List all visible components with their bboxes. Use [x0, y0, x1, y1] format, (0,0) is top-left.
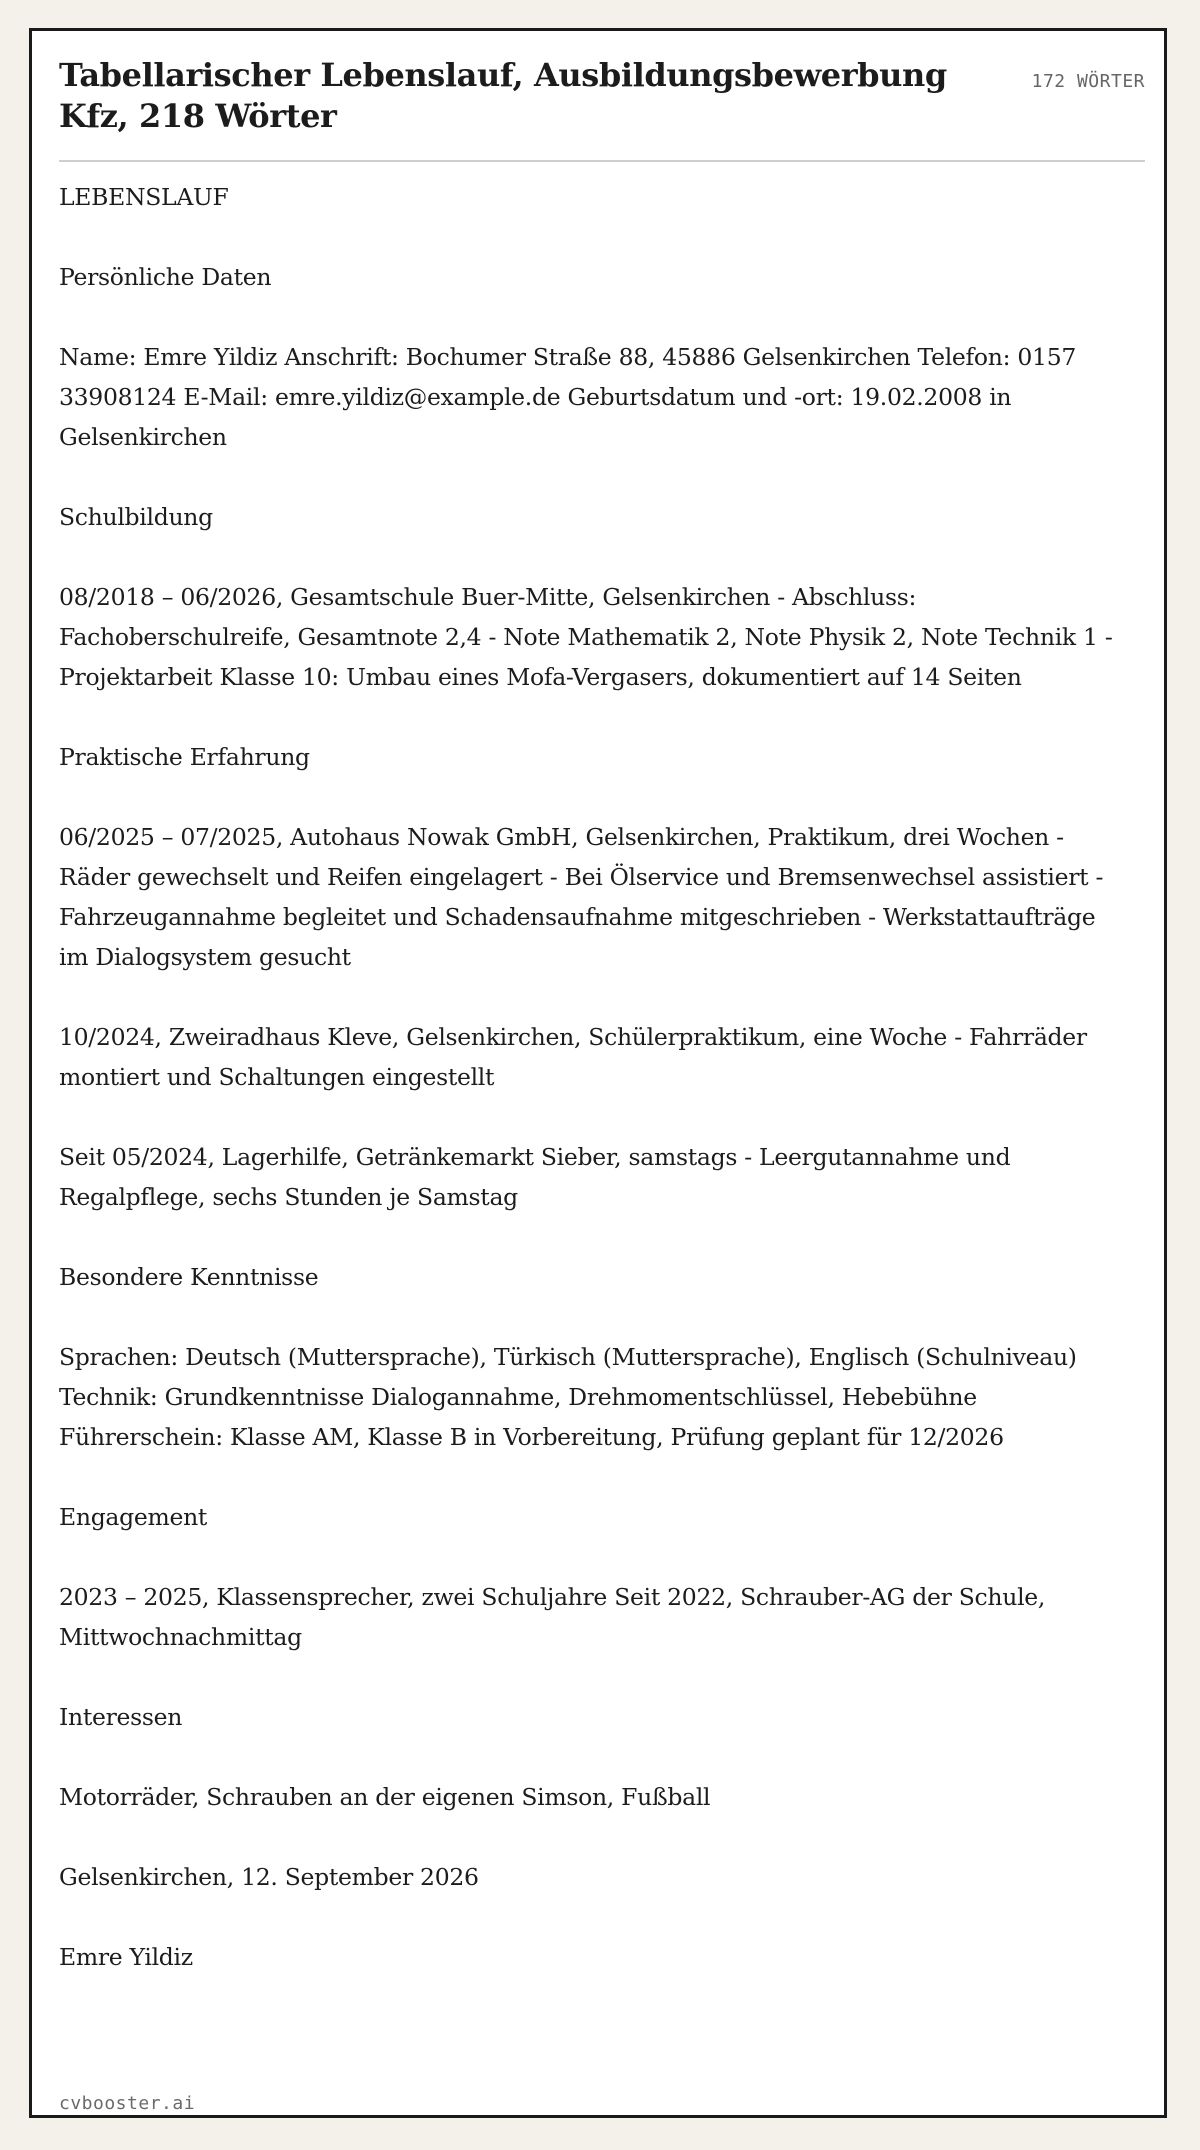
section-heading-school: Schulbildung [59, 503, 213, 531]
skills-text: Sprachen: Deutsch (Muttersprache), Türkisch (Muttersprache), Englisch (Schulniveau) Technik: Grundkenntnisse Dialogannahme, Drehmomentschlüssel, Hebebühne Führerschein: Klasse AM, Klasse B in Vorbereitung, Prüfung geplant für 12/2026 [59, 1343, 1077, 1451]
experience-entry-lagerhilfe: Seit 05/2024, Lagerhilfe, Getränkemarkt Sieber, samstags - Leergutannahme und Regalpflege, sechs Stunden je Samstag [59, 1143, 1011, 1211]
signature-name: Emre Yildiz [59, 1943, 193, 1971]
document-title: Tabellarischer Lebenslauf, Ausbildungsbewerbung Kfz, 218 Wörter [59, 56, 947, 135]
section-heading-interests: Interessen [59, 1703, 183, 1731]
interests-text: Motorräder, Schrauben an der eigenen Simson, Fußball [59, 1783, 711, 1811]
word-count-badge: 172 WÖRTER [1031, 71, 1145, 92]
header-divider [59, 160, 1145, 162]
place-date-line: Gelsenkirchen, 12. September 2026 [59, 1863, 479, 1891]
document-header [59, 55, 1145, 165]
heading-lebenslauf: LEBENSLAUF [59, 183, 229, 211]
section-heading-engagement: Engagement [59, 1503, 208, 1531]
school-entry: 08/2018 – 06/2026, Gesamtschule Buer-Mitte, Gelsenkirchen - Abschluss: Fachoberschulreife, Gesamtnote 2,4 - Note Mathematik 2, Note Physik 2, Note Technik 1 - Projektarbeit Klasse 10: Umbau eines Mofa-Vergasers, dokumentiert auf 14 Seiten [59, 583, 1113, 691]
experience-entry-autohaus: 06/2025 – 07/2025, Autohaus Nowak GmbH, Gelsenkirchen, Praktikum, drei Wochen - Räder gewechselt und Reifen eingelagert - Bei Ölservice und Bremsenwechsel assistiert - Fahrzeugannahme begleitet und Schadensaufnahme mitgeschrieben - Werkstattaufträge im Dialogsystem gesucht [59, 823, 1104, 971]
personal-data-text: Name: Emre Yildiz Anschrift: Bochumer Straße 88, 45886 Gelsenkirchen Telefon: 0157 33908124 E-Mail: emre.yildiz@example.de Geburtsdatum und -ort: 19.02.2008 in Gelsenkirchen [59, 343, 1077, 451]
experience-entry-zweiradhaus: 10/2024, Zweiradhaus Kleve, Gelsenkirchen, Schülerpraktikum, eine Woche - Fahrräder montiert und Schaltungen eingestellt [59, 1023, 1087, 1091]
document-body [59, 177, 1119, 2017]
document-card [29, 28, 1167, 2118]
section-heading-personal-data: Persönliche Daten [59, 263, 272, 291]
footer-brand: cvbooster.ai [59, 2093, 196, 2114]
section-heading-skills: Besondere Kenntnisse [59, 1263, 319, 1291]
section-heading-experience: Praktische Erfahrung [59, 743, 310, 771]
engagement-text: 2023 – 2025, Klassensprecher, zwei Schuljahre Seit 2022, Schrauber-AG der Schule, Mittwochnachmittag [59, 1583, 1046, 1651]
